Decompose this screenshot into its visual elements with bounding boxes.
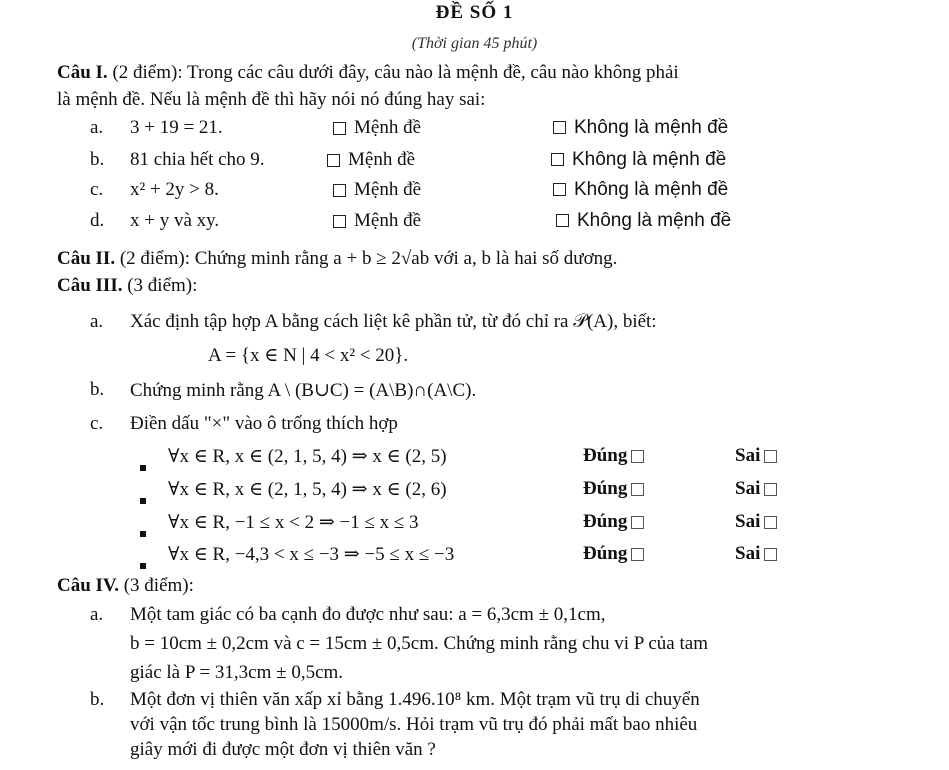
checkbox-icon[interactable] (764, 548, 777, 561)
false-label: Sai (735, 445, 761, 466)
q1-heading (57, 62, 679, 84)
q1-item-text: x² + 2y > 8. (130, 179, 219, 200)
q3-true-option[interactable] (583, 511, 644, 533)
q3-points: (3 điểm): (127, 275, 198, 296)
q3-statement: ∀x ∈ R, x ∈ (2, 1, 5, 4) ⇒ x ∈ (2, 6) (168, 479, 447, 500)
option-label: Không là mệnh đề (577, 210, 732, 231)
q4-label: Câu IV. (57, 575, 119, 596)
checkbox-icon[interactable] (333, 122, 346, 135)
checkbox-icon[interactable] (551, 153, 564, 166)
q1-option-notprop[interactable] (553, 117, 728, 139)
q3-heading (57, 275, 197, 297)
checkbox-icon[interactable] (631, 483, 644, 496)
q3-true-option[interactable] (583, 445, 644, 467)
q1-label: Câu I. (57, 62, 108, 83)
q3-false-option[interactable] (735, 511, 777, 533)
q3-false-option[interactable] (735, 543, 777, 565)
true-label: Đúng (583, 445, 628, 466)
q2-label: Câu II. (57, 248, 116, 269)
q3-false-option[interactable] (735, 445, 777, 467)
q3-a-text: Xác định tập hợp A bằng cách liệt kê phần tử, từ đó chỉ ra 𝒫(A), biết: (130, 311, 657, 332)
q3-a-letter: a. (90, 311, 104, 332)
q1-item-letter: a. (90, 117, 104, 138)
true-label: Đúng (583, 511, 628, 532)
q3-b-text: Chứng minh rằng A \ (B∪C) = (A\B)∩(A\C). (130, 380, 477, 401)
q3-statement: ∀x ∈ R, −1 ≤ x < 2 ⇒ −1 ≤ x ≤ 3 (168, 512, 419, 533)
q1-item-letter: c. (90, 179, 104, 200)
q4-a-line3: giác là P = 31,3cm ± 0,5cm. (130, 662, 344, 683)
q4-a-line1: Một tam giác có ba cạnh đo được như sau: a = 6,3cm ± 0,1cm, (130, 604, 606, 625)
q4-b-line2: với vận tốc trung bình là 15000m/s. Hỏi trạm vũ trụ đó phải mất bao nhiêu (130, 714, 698, 735)
checkbox-icon[interactable] (553, 183, 566, 196)
q4-b-line1: Một đơn vị thiên văn xấp xỉ bằng 1.496.10⁸ km. Một trạm vũ trụ di chuyển (130, 689, 700, 710)
q1-item-letter: b. (90, 149, 105, 170)
option-label: Mệnh đề (354, 179, 422, 200)
checkbox-icon[interactable] (333, 215, 346, 228)
true-label: Đúng (583, 478, 628, 499)
q3-true-option[interactable] (583, 478, 644, 500)
q2-text: (2 điểm): Chứng minh rằng a + b ≥ 2√ab với a, b là hai số dương. (119, 248, 618, 269)
checkbox-icon[interactable] (631, 450, 644, 463)
q1-option-notprop[interactable] (556, 210, 731, 232)
false-label: Sai (735, 511, 761, 532)
q3-label: Câu III. (57, 275, 123, 296)
q1-option-prop[interactable] (333, 117, 421, 139)
q3-true-option[interactable] (583, 543, 644, 565)
q4-points: (3 điểm): (123, 575, 194, 596)
false-label: Sai (735, 543, 761, 564)
q1-option-prop[interactable] (333, 210, 421, 232)
checkbox-icon[interactable] (764, 483, 777, 496)
q3-b-letter: b. (90, 379, 105, 400)
q3-false-option[interactable] (735, 478, 777, 500)
q3-statement: ∀x ∈ R, x ∈ (2, 1, 5, 4) ⇒ x ∈ (2, 5) (168, 446, 447, 467)
bullet-icon (140, 521, 146, 543)
q4-a-letter: a. (90, 604, 104, 625)
false-label: Sai (735, 478, 761, 499)
checkbox-icon[interactable] (764, 450, 777, 463)
q4-b-letter: b. (90, 689, 105, 710)
option-label: Mệnh đề (354, 210, 422, 231)
checkbox-icon[interactable] (553, 121, 566, 134)
true-label: Đúng (583, 543, 628, 564)
option-label: Mệnh đề (348, 149, 416, 170)
q1-option-notprop[interactable] (553, 179, 728, 201)
bullet-icon (140, 488, 146, 510)
q3-statement: ∀x ∈ R, −4,3 < x ≤ −3 ⇒ −5 ≤ x ≤ −3 (168, 544, 455, 565)
q1-item-text: 3 + 19 = 21. (130, 117, 223, 138)
checkbox-icon[interactable] (556, 214, 569, 227)
bullet-icon (140, 455, 146, 477)
q2-heading (57, 248, 617, 270)
q1-item-text: x + y và xy. (130, 210, 220, 231)
q4-b-line3: giây mới đi được một đơn vị thiên văn ? (130, 739, 436, 760)
page-title: ĐỀ SỐ 1 (435, 2, 514, 23)
q1-text-line2: là mệnh đề. Nếu là mệnh đề thì hãy nói nó đúng hay sai: (57, 89, 486, 110)
q1-option-notprop[interactable] (551, 149, 726, 171)
page-subtitle: (Thời gian 45 phút) (411, 35, 538, 52)
q1-text-line1: (2 điểm): Trong các câu dưới đây, câu nào là mệnh đề, câu nào không phải (112, 62, 679, 83)
q1-item-text: 81 chia hết cho 9. (130, 149, 265, 170)
option-label: Không là mệnh đề (574, 179, 729, 200)
option-label: Mệnh đề (354, 117, 422, 138)
q1-item-letter: d. (90, 210, 105, 231)
q4-heading (57, 575, 194, 597)
q1-option-prop[interactable] (333, 179, 421, 201)
checkbox-icon[interactable] (333, 184, 346, 197)
bullet-icon (140, 553, 146, 575)
option-label: Không là mệnh đề (574, 117, 729, 138)
q1-option-prop[interactable] (327, 149, 415, 171)
q4-a-line2: b = 10cm ± 0,2cm và c = 15cm ± 0,5cm. Chứng minh rằng chu vi P của tam (130, 633, 708, 654)
q3-a-formula: A = {x ∈ N | 4 < x² < 20}. (208, 345, 409, 366)
option-label: Không là mệnh đề (572, 149, 727, 170)
checkbox-icon[interactable] (327, 154, 340, 167)
checkbox-icon[interactable] (764, 516, 777, 529)
q3-c-text: Điền dấu "×" vào ô trống thích hợp (130, 413, 398, 434)
q3-c-letter: c. (90, 413, 104, 434)
checkbox-icon[interactable] (631, 548, 644, 561)
checkbox-icon[interactable] (631, 516, 644, 529)
